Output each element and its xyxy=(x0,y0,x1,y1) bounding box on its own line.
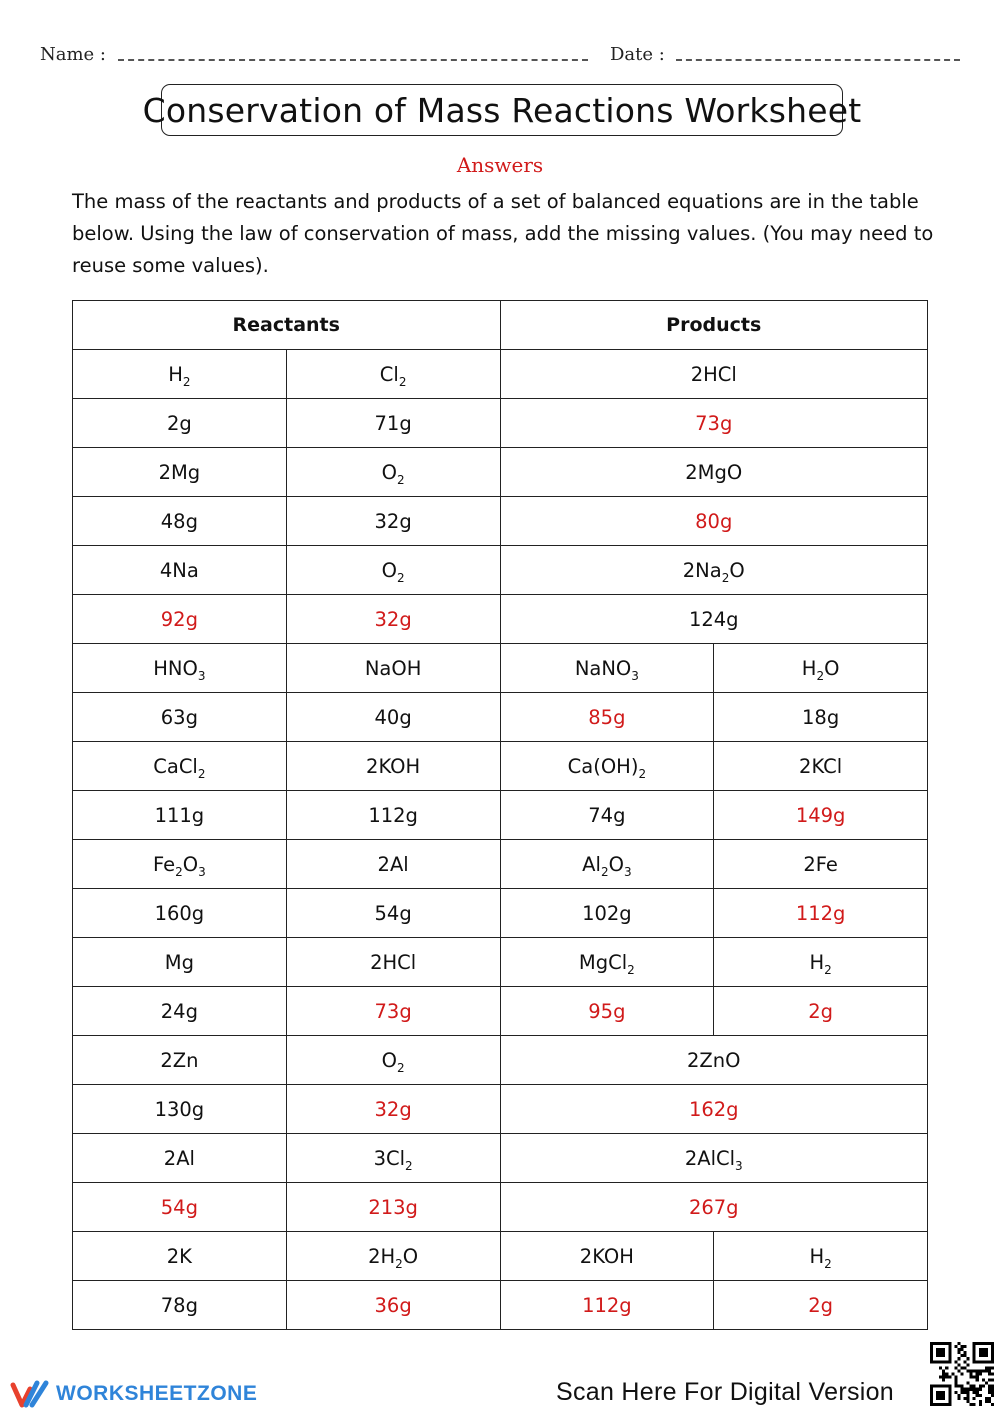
cell-text: Mg xyxy=(164,950,194,974)
cell-text: 24g xyxy=(160,999,198,1023)
table-cell xyxy=(73,546,287,595)
table-cell xyxy=(500,1036,928,1085)
cell-text: 2KOH xyxy=(366,754,421,778)
cell-text: 111g xyxy=(154,803,205,827)
cell-text: 18g xyxy=(802,705,840,729)
table-row xyxy=(73,350,928,399)
table-cell xyxy=(500,938,714,987)
cell-text: 124g xyxy=(688,607,739,631)
products-header: Products xyxy=(500,301,928,350)
cell-text: 112g xyxy=(582,1293,632,1317)
table-cell xyxy=(73,497,287,546)
cell-text: 267g xyxy=(688,1195,739,1219)
cell-text: 2HCl xyxy=(690,362,737,386)
table-cell xyxy=(73,742,287,791)
cell-text: 2KOH xyxy=(579,1244,634,1268)
table-cell xyxy=(73,1183,287,1232)
table-row xyxy=(73,399,928,448)
logo-text: WORKSHEETZONE xyxy=(56,1382,258,1405)
table-row xyxy=(73,987,928,1036)
table-cell xyxy=(500,595,928,644)
name-label: Name : xyxy=(40,44,106,65)
table-cell xyxy=(286,399,500,448)
table-cell xyxy=(73,938,287,987)
table-cell xyxy=(73,448,287,497)
table-cell xyxy=(73,1281,287,1330)
cell-text: 80g xyxy=(695,509,733,533)
table-row xyxy=(73,1036,928,1085)
cell-text: HNO xyxy=(153,656,198,680)
cell-text: 2g xyxy=(808,999,834,1023)
table-cell xyxy=(73,399,287,448)
table-row xyxy=(73,840,928,889)
table-cell xyxy=(286,644,500,693)
table-cell xyxy=(500,742,714,791)
table-cell xyxy=(286,448,500,497)
cell-subscript: 2 xyxy=(396,570,405,585)
cell-text: 2H xyxy=(368,1244,396,1268)
cell-text: 2AlCl xyxy=(684,1146,736,1170)
table-cell xyxy=(286,1232,500,1281)
table-row xyxy=(73,644,928,693)
cell-text: 74g xyxy=(588,803,626,827)
cell-text: 3Cl xyxy=(373,1146,406,1170)
cell-subscript: 2 xyxy=(600,864,609,879)
scan-here-text: Scan Here For Digital Version xyxy=(556,1378,895,1406)
cell-text: 2g xyxy=(166,411,192,435)
cell-text: 2Al xyxy=(377,852,409,876)
cell-text: NaOH xyxy=(364,656,422,680)
answers-subtitle: Answers xyxy=(456,153,544,177)
table-cell xyxy=(286,1085,500,1134)
name-line[interactable] xyxy=(118,59,588,61)
cell-text: 2g xyxy=(808,1293,834,1317)
cell-text: 149g xyxy=(795,803,846,827)
cell-text: 2Na xyxy=(682,558,722,582)
table-cell xyxy=(286,840,500,889)
cell-text-after: O xyxy=(824,656,840,680)
cell-subscript: 3 xyxy=(623,864,632,879)
table-cell xyxy=(286,546,500,595)
cell-text: 2K xyxy=(166,1244,192,1268)
cell-text: Fe xyxy=(152,852,176,876)
table-cell xyxy=(73,595,287,644)
table-cell xyxy=(500,546,928,595)
reactants-header: Reactants xyxy=(73,301,501,350)
cell-text: H xyxy=(168,362,183,386)
table-row xyxy=(73,889,928,938)
table-cell xyxy=(73,791,287,840)
cell-subscript: 2 xyxy=(398,374,407,389)
table-cell xyxy=(714,840,928,889)
table-row xyxy=(73,938,928,987)
cell-text: Al xyxy=(582,852,601,876)
table-cell xyxy=(286,1183,500,1232)
table-cell xyxy=(714,644,928,693)
cell-text: H xyxy=(801,656,817,680)
cell-text: Cl xyxy=(379,362,399,386)
table-cell xyxy=(500,1134,928,1183)
cell-subscript: 2 xyxy=(627,962,635,977)
table-cell xyxy=(286,1134,500,1183)
table-cell xyxy=(500,693,714,742)
table-cell xyxy=(73,1232,287,1281)
table-cell xyxy=(286,1036,500,1085)
cell-subscript: 2 xyxy=(182,374,191,389)
cell-text-after: O xyxy=(608,852,624,876)
cell-text: 73g xyxy=(374,999,412,1023)
cell-text: H xyxy=(809,1244,825,1268)
cell-text: 162g xyxy=(688,1097,739,1121)
table-cell xyxy=(73,1134,287,1183)
cell-text: 102g xyxy=(582,901,632,925)
table-cell xyxy=(500,1281,714,1330)
table-cell xyxy=(73,889,287,938)
cell-text-after: O xyxy=(402,1244,419,1268)
table-cell xyxy=(73,644,287,693)
cell-text: 4Na xyxy=(159,558,199,582)
table-cell xyxy=(73,840,287,889)
table-cell xyxy=(500,350,928,399)
table-cell xyxy=(714,1281,928,1330)
cell-text: 92g xyxy=(160,607,198,631)
table-row xyxy=(73,693,928,742)
table-row xyxy=(73,1085,928,1134)
cell-text: 71g xyxy=(374,411,412,435)
instructions-text: The mass of the reactants and products of a set of balanced equations are in the table below. Using the law of conservation of mass, add the missing values. (You may need to reuse some values). xyxy=(72,190,934,277)
cell-subscript: 3 xyxy=(197,668,206,683)
table-row xyxy=(73,497,928,546)
table-cell xyxy=(73,1085,287,1134)
table-cell xyxy=(500,840,714,889)
cell-subscript: 2 xyxy=(824,962,832,977)
cell-subscript: 2 xyxy=(816,668,825,683)
cell-subscript: 2 xyxy=(405,1158,413,1173)
cell-subscript: 3 xyxy=(631,668,639,683)
cell-text: 2MgO xyxy=(685,460,743,484)
table-cell xyxy=(500,399,928,448)
cell-text: 112g xyxy=(368,803,418,827)
table-row xyxy=(73,742,928,791)
table-cell xyxy=(286,1281,500,1330)
table-cell xyxy=(286,742,500,791)
name-date-row xyxy=(40,42,960,70)
table-cell xyxy=(714,1232,928,1281)
table-cell xyxy=(500,644,714,693)
table-cell xyxy=(714,987,928,1036)
cell-text: 112g xyxy=(795,901,846,925)
cell-text: 63g xyxy=(160,705,198,729)
table-row xyxy=(73,1232,928,1281)
qr-code-icon[interactable] xyxy=(930,1342,994,1406)
table-cell xyxy=(714,742,928,791)
table-cell xyxy=(73,1036,287,1085)
table-row xyxy=(73,1281,928,1330)
table-cell xyxy=(73,350,287,399)
cell-subscript: 2 xyxy=(824,1256,832,1271)
cell-text: 213g xyxy=(368,1195,418,1219)
cell-text: O xyxy=(381,1048,397,1072)
table-header-row xyxy=(73,301,928,350)
table-cell xyxy=(500,448,928,497)
cell-subscript: 2 xyxy=(395,1256,403,1271)
table-row xyxy=(73,1183,928,1232)
cell-subscript: 2 xyxy=(175,864,183,879)
cell-text: O xyxy=(381,460,397,484)
cell-text: 130g xyxy=(154,1097,205,1121)
cell-text: 32g xyxy=(374,607,412,631)
table-cell xyxy=(73,693,287,742)
table-cell xyxy=(714,791,928,840)
cell-text: O xyxy=(381,558,397,582)
table-row xyxy=(73,1134,928,1183)
table-row xyxy=(73,791,928,840)
table-cell xyxy=(500,1183,928,1232)
cell-text: Ca(OH) xyxy=(567,754,639,778)
date-label: Date : xyxy=(610,44,665,65)
cell-text: 2Mg xyxy=(158,460,201,484)
cell-text: 48g xyxy=(160,509,198,533)
table-cell xyxy=(500,1232,714,1281)
table-cell xyxy=(286,791,500,840)
cell-text: CaCl xyxy=(153,754,198,778)
cell-text: H xyxy=(809,950,825,974)
cell-text-after: O xyxy=(182,852,199,876)
table-cell xyxy=(500,791,714,840)
cell-subscript: 3 xyxy=(735,1158,743,1173)
cell-text: NaNO xyxy=(574,656,632,680)
cell-text: 73g xyxy=(695,411,733,435)
table-cell xyxy=(286,595,500,644)
table-row xyxy=(73,448,928,497)
cell-subscript: 2 xyxy=(721,570,730,585)
table-cell xyxy=(73,987,287,1036)
table-cell xyxy=(286,693,500,742)
cell-text: 2ZnO xyxy=(687,1048,741,1072)
cell-subscript: 2 xyxy=(638,766,647,781)
cell-text: 2KCl xyxy=(799,754,843,778)
cell-text: 2Al xyxy=(163,1146,195,1170)
cell-subscript: 2 xyxy=(396,472,405,487)
table-cell xyxy=(714,693,928,742)
table-cell xyxy=(286,889,500,938)
worksheetzone-logo xyxy=(10,1376,257,1412)
table-cell xyxy=(500,987,714,1036)
table-cell xyxy=(500,1085,928,1134)
cell-text: 2HCl xyxy=(370,950,417,974)
cell-text: 36g xyxy=(374,1293,412,1317)
cell-text: 54g xyxy=(160,1195,198,1219)
cell-subscript: 3 xyxy=(198,864,206,879)
table-cell xyxy=(500,889,714,938)
table-cell xyxy=(286,938,500,987)
cell-text: 2Zn xyxy=(160,1048,199,1072)
table-cell xyxy=(286,987,500,1036)
date-line[interactable] xyxy=(676,59,960,61)
cell-text: 2Fe xyxy=(803,852,838,876)
table-cell xyxy=(714,938,928,987)
checkmark-logo-icon xyxy=(10,1379,50,1409)
cell-text: 32g xyxy=(374,509,412,533)
table-cell xyxy=(714,889,928,938)
cell-text: 160g xyxy=(154,901,205,925)
cell-subscript: 2 xyxy=(396,1060,405,1075)
cell-text: 32g xyxy=(374,1097,412,1121)
cell-text: 78g xyxy=(160,1293,198,1317)
worksheet-title: Conservation of Mass Reactions Worksheet xyxy=(161,84,843,136)
table-row xyxy=(73,546,928,595)
cell-text: 85g xyxy=(588,705,626,729)
cell-text: 54g xyxy=(374,901,412,925)
cell-text: 40g xyxy=(374,705,412,729)
table-cell xyxy=(286,350,500,399)
cell-subscript: 2 xyxy=(197,766,206,781)
cell-text-after: O xyxy=(729,558,745,582)
table-cell xyxy=(500,497,928,546)
table-row xyxy=(73,595,928,644)
cell-text: 95g xyxy=(588,999,626,1023)
table-cell xyxy=(286,497,500,546)
mass-table xyxy=(72,300,928,1330)
cell-text: MgCl xyxy=(578,950,628,974)
